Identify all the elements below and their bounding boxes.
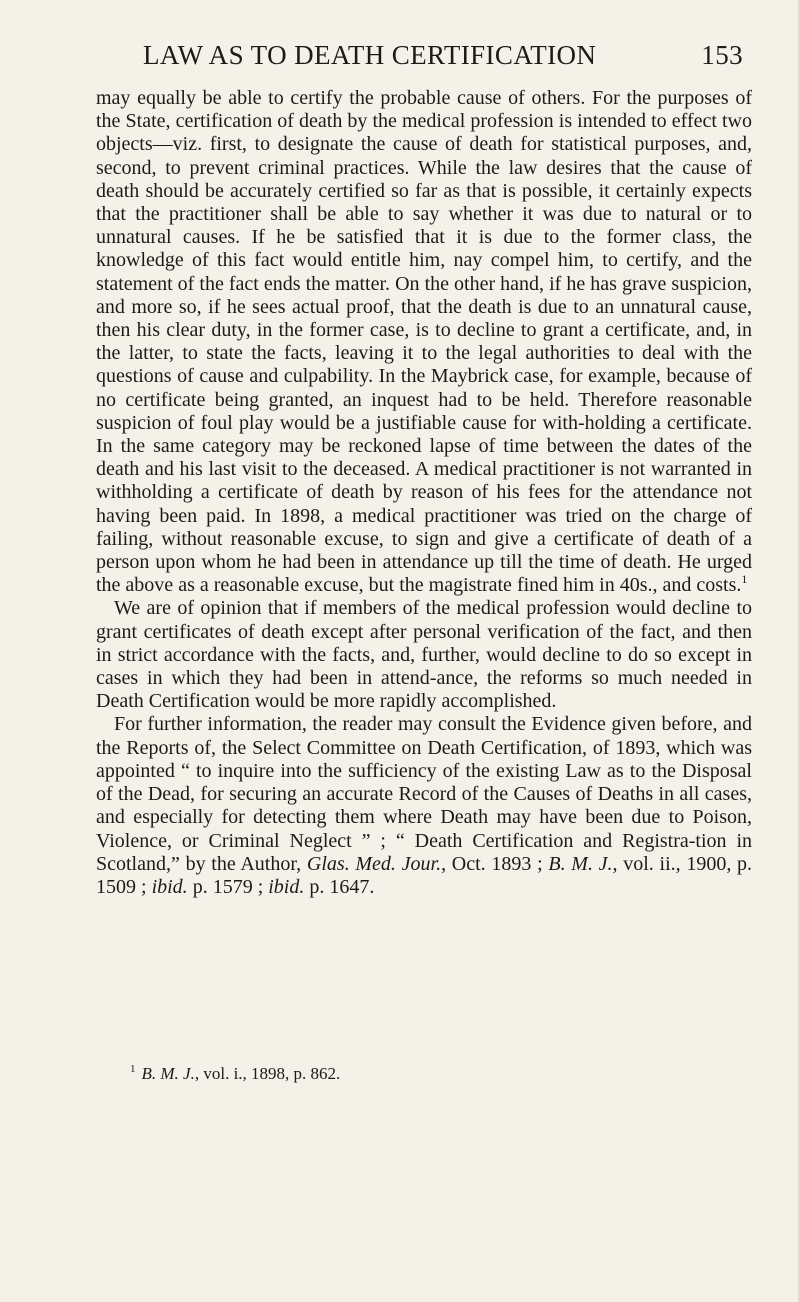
footnote-mark: 1 bbox=[130, 1063, 136, 1075]
ibid-abbrev: ibid. bbox=[268, 875, 305, 898]
ibid-abbrev: ibid. bbox=[151, 875, 188, 898]
journal-title: Glas. Med. Jour. bbox=[306, 852, 442, 875]
footnote-text: , vol. i., 1898, p. 862. bbox=[194, 1064, 341, 1083]
journal-title: B. M. J. bbox=[548, 852, 613, 875]
footnote-journal: B. M. J. bbox=[141, 1064, 195, 1083]
body-text bbox=[96, 87, 752, 899]
running-title: LAW AS TO DEATH CERTIFICATION bbox=[143, 40, 597, 70]
footnote bbox=[130, 1058, 730, 1085]
paragraph-further-information: For further information, the reader may consult the Evidence given before, and the Reports of, the Select Committee on Death Certification, of 1893, which was appointed “ to inquire into the sufficiency of the existing Law as to the Disposal of the Dead, for securing an accurate Record of the Causes of Deaths in all cases, and especially for detecting them where Death may have been due to Poison, Violence, or Criminal Neglect ” ; “ Death Certification and Registra-tion in Scotland,” by the Author, Glas. Med. Jour., Oct. 1893 ; B. M. J., vol. ii., 1900, p. 1509 ; ibid. p. 1579 ; ibid. p. 1647. bbox=[96, 713, 753, 898]
paragraph-opinion: We are of opinion that if members of the medical profession would decline to grant certificates of death except after personal verification of the fact, and then in strict accordance with the facts, and, further, would decline to do so except in cases in which they had been in attend-ance, the reforms so much needed in Death Certification would be more rapidly accomplished. bbox=[96, 597, 752, 713]
running-header bbox=[88, 40, 748, 74]
footnote-reference: 1 bbox=[741, 572, 748, 587]
paragraph-certification-purposes: may equally be able to certify the probable cause of others. For the purposes of the State, certification of death by the medical profession is intended to effect two objects—viz. first, to designate the cause of death for statistical purposes, and, second, to prevent criminal practices. While the law desires that the cause of death should be accurately certified so far as that is possible, it certainly expects that the practitioner shall be able to say whether it was due to natural or to unnatural causes. If he be satisfied that it is due to the former class, the knowledge of this fact would entitle him, nay compel him, to certify, and the statement of the fact ends the matter. On the other hand, if he has grave suspicion, and more so, if he sees actual proof, that the death is due to an unnatural cause, then his clear duty, in the former case, is to decline to grant a certificate, and, in the latter, to state the facts, leaving it to the legal authorities to deal with the questions of cause and culpability. In the Maybrick case, for example, because of no certificate being granted, an inquest had to be held. Therefore reasonable suspicion of foul play would be a justifiable cause for with-holding a certificate. In the same category may be reckoned lapse of time between the dates of the death and his last visit to the deceased. A medical practitioner is not warranted in withholding a certificate of death by reason of his fees for the attendance not having been paid. In 1898, a medical practitioner was tried on the charge of failing, without reasonable excuse, to sign and give a certificate of death of a person upon whom he had been in attendance up till the time of death. He urged the above as a reasonable excuse, but the magistrate fined him in 40s., and costs.$^1$ bbox=[96, 87, 752, 597]
page-number: 153 bbox=[701, 40, 743, 70]
